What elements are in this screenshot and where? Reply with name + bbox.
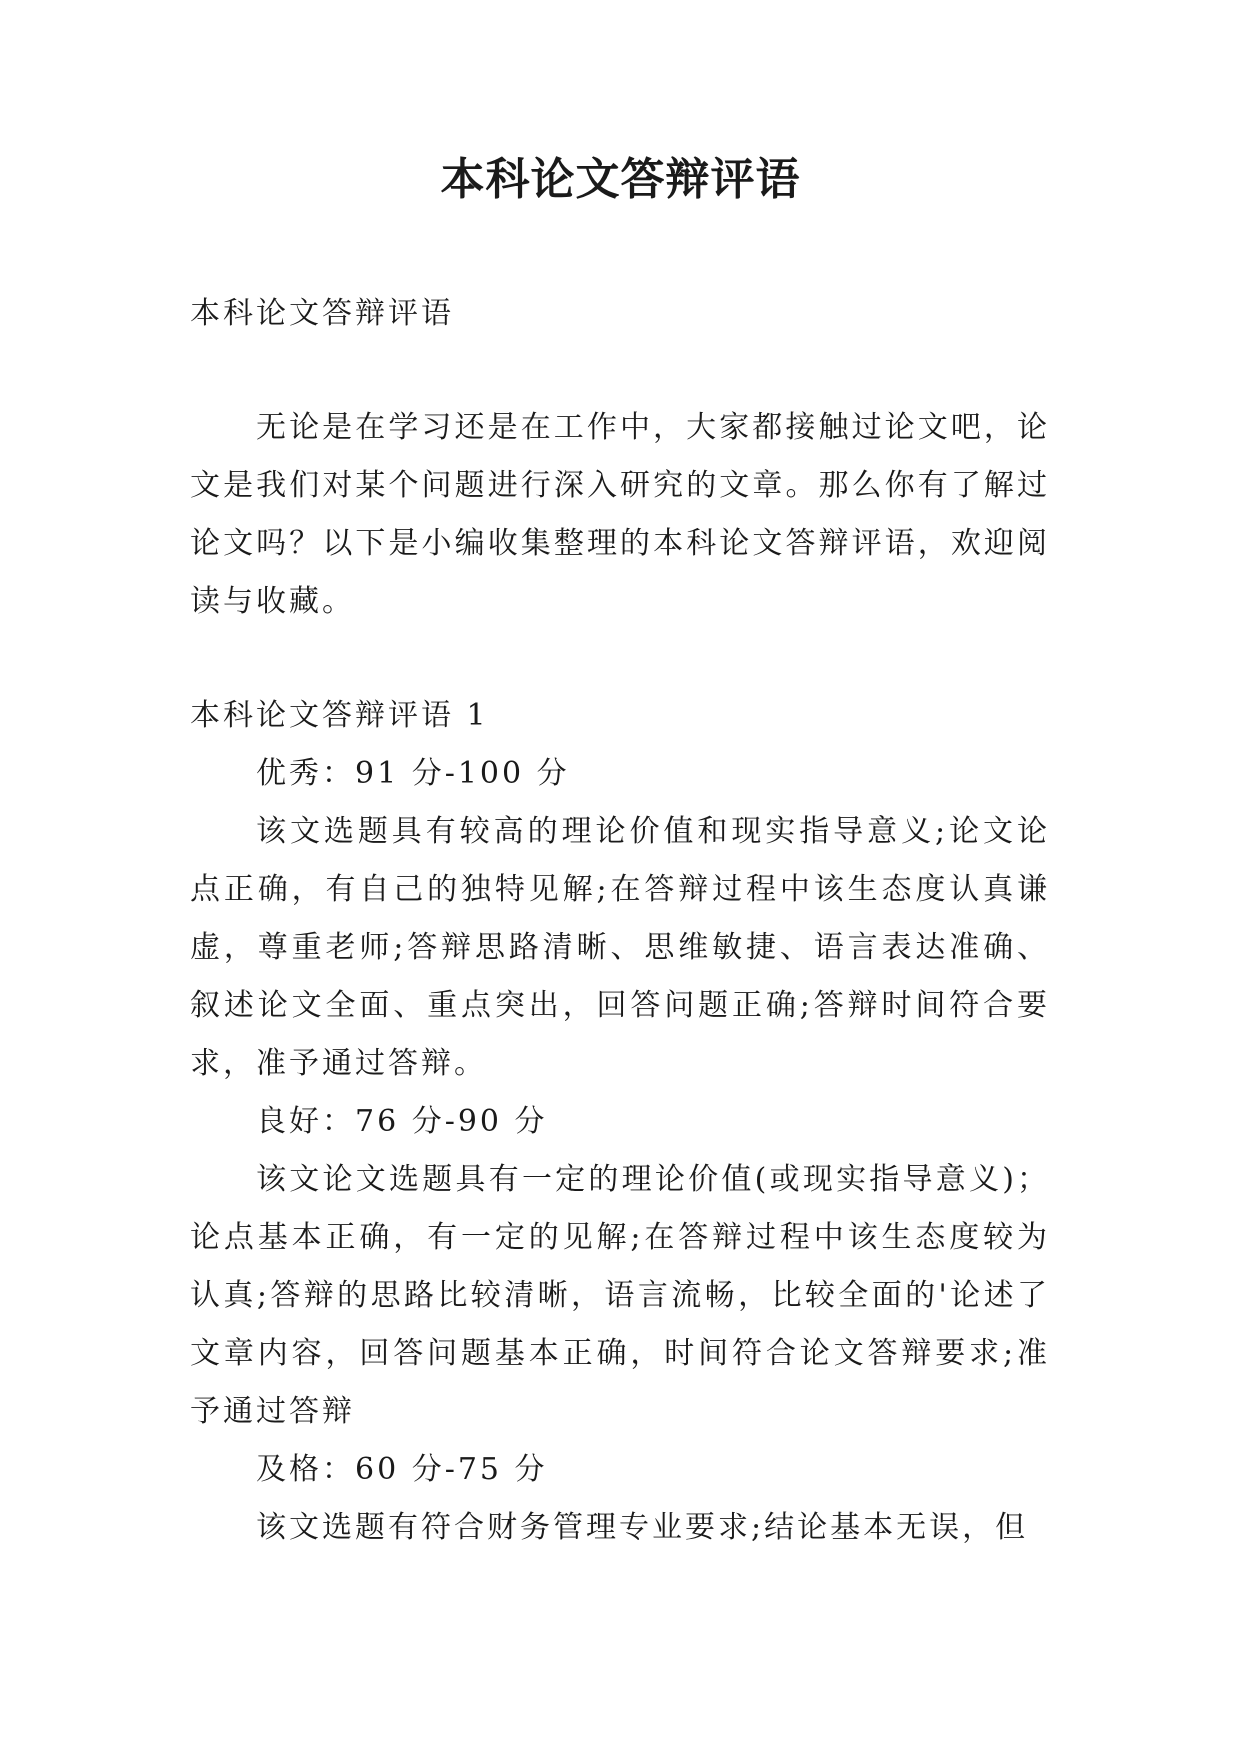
grade-text-pass: 该文选题有符合财务管理专业要求;结论基本无误，但 <box>256 1510 1029 1545</box>
document-subtitle: 本科论文答辩评语 <box>190 296 454 331</box>
grade-label-good: 良好：76 分-90 分 <box>256 1104 548 1139</box>
grade-label-excellent: 优秀：91 分-100 分 <box>256 756 570 791</box>
document-body <box>190 285 1050 1557</box>
grade-label-pass: 及格：60 分-75 分 <box>256 1452 548 1487</box>
grade-text-excellent: 该文选题具有较高的理论价值和现实指导意义;论文论点正确，有自己的独特见解;在答辩过程中该生态度认真谦虚，尊重老师;答辩思路清晰、思维敏捷、语言表达准确、叙述论文全面、重点突出，回答问题正确;答辩时间符合要求，准予通过答辩。 <box>190 814 1050 1081</box>
section-heading: 本科论文答辩评语 1 <box>190 698 489 733</box>
grade-text-good: 该文论文选题具有一定的理论价值(或现实指导意义)；论点基本正确，有一定的见解;在答辩过程中该生态度较为认真;答辩的思路比较清晰，语言流畅，比较全面的'论述了文章内容，回答问题基本正确，时间符合论文答辩要求;准予通过答辩 <box>190 1162 1050 1429</box>
intro-paragraph: 无论是在学习还是在工作中，大家都接触过论文吧，论文是我们对某个问题进行深入研究的文章。那么你有了解过论文吗？以下是小编收集整理的本科论文答辩评语，欢迎阅读与收藏。 <box>190 410 1050 619</box>
document-title: 本科论文答辩评语 <box>440 154 801 205</box>
